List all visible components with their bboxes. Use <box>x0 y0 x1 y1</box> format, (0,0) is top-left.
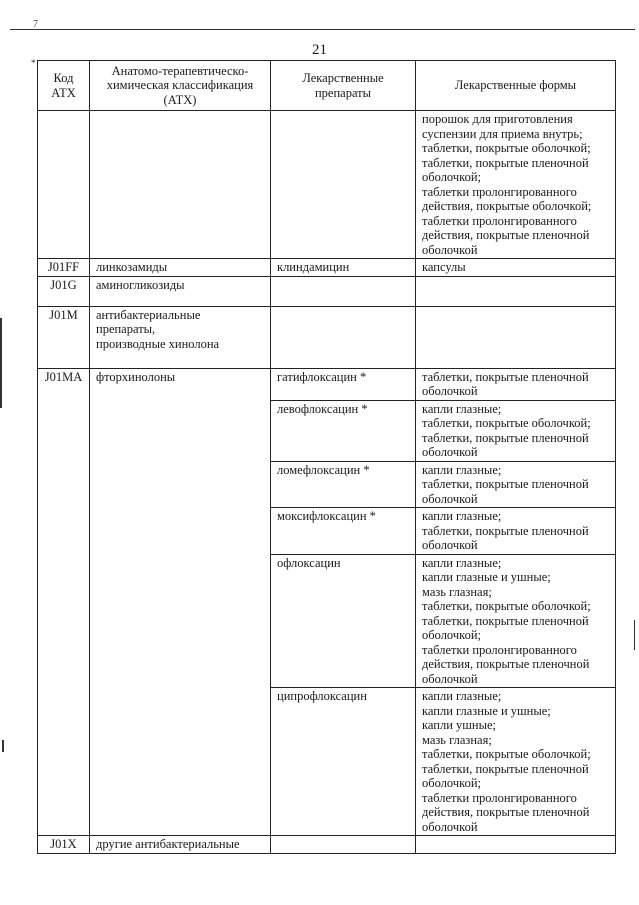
cell-line: суспензии для приема внутрь; <box>422 126 583 141</box>
forms-cell <box>416 276 616 306</box>
forms-cell <box>416 400 616 461</box>
drug-cell <box>271 276 416 306</box>
scan-margin-mark <box>2 740 4 752</box>
cell-line: оболочкой <box>422 538 478 552</box>
cell-line: оболочкой <box>422 242 478 257</box>
drug-cell <box>271 554 416 688</box>
forms-cell <box>416 461 616 508</box>
drug-cell <box>271 306 416 368</box>
forms-cell <box>416 259 616 277</box>
forms-cell <box>416 111 616 259</box>
cell-line: J01FF <box>47 260 80 274</box>
cell-line: порошок для приготовления <box>422 112 573 126</box>
cell-line: таблетки пролонгированного <box>422 790 577 805</box>
cell-line: ципрофлоксацин <box>277 689 367 703</box>
page-number: 21 <box>312 42 327 58</box>
cell-line: оболочкой; <box>422 170 481 184</box>
drug-cell <box>271 111 416 259</box>
cell-line: действия, покрытые пленочной <box>422 228 590 242</box>
scan-margin-mark <box>634 620 635 650</box>
cell-line: препараты, <box>96 322 156 336</box>
cell-line: оболочкой <box>422 445 478 459</box>
forms-cell <box>416 836 616 854</box>
code-cell <box>38 836 90 854</box>
cell-line: оболочкой <box>422 819 478 834</box>
cell-line: капли глазные; <box>422 689 502 703</box>
cell-line: таблетки, покрытые пленочной <box>422 430 589 445</box>
cell-line: капли глазные и ушные; <box>422 570 551 584</box>
cell-line: Лекарственные формы <box>454 78 577 93</box>
cell-line: действия, покрытые пленочной <box>422 805 590 819</box>
atc-cell <box>90 259 271 277</box>
cell-line: оболочкой; <box>422 628 481 642</box>
cell-line: моксифлоксацин * <box>277 509 376 523</box>
table-row <box>38 368 616 400</box>
atc-cell <box>90 836 271 854</box>
drug-cell <box>271 259 416 277</box>
cell-line: оболочкой <box>422 491 478 506</box>
forms-cell <box>416 368 616 400</box>
cell-line: левофлоксацин * <box>277 401 368 416</box>
forms-cell <box>416 306 616 368</box>
cell-line: J01G <box>50 277 77 292</box>
cell-line: капли глазные; <box>422 555 502 570</box>
col-header-drugs <box>271 61 416 111</box>
table-row <box>38 111 616 259</box>
cell-line: таблетки, покрытые пленочной <box>422 369 589 384</box>
cell-line: (АТХ) <box>163 92 197 107</box>
cell-line: химическая классификация <box>106 78 254 93</box>
cell-line: капли глазные; <box>422 509 502 523</box>
cell-line: таблетки, покрытые пленочной <box>422 613 589 628</box>
code-cell <box>38 259 90 277</box>
cell-line: таблетки, покрытые пленочной <box>422 155 589 170</box>
cell-line: таблетки, покрытые оболочкой; <box>422 747 591 761</box>
cell-line: гатифлоксацин * <box>277 369 367 384</box>
cell-line: таблетки, покрытые оболочкой; <box>422 416 591 430</box>
cell-line: мазь глазная; <box>422 584 492 599</box>
cell-line: оболочкой <box>422 384 478 398</box>
cell-line: действия, покрытые пленочной <box>422 657 590 671</box>
cell-line: таблетки, покрытые пленочной <box>422 523 589 538</box>
cell-line: антибактериальные <box>96 307 201 322</box>
scan-margin-mark <box>0 318 2 408</box>
cell-line: J01M <box>49 307 78 322</box>
cell-line: фторхинолоны <box>96 369 176 384</box>
cell-line: мазь глазная; <box>422 732 492 747</box>
cell-line: аминогликозиды <box>96 277 185 292</box>
table-row <box>38 306 616 368</box>
cell-line: таблетки пролонгированного <box>422 184 577 199</box>
code-cell <box>38 276 90 306</box>
col-header-forms <box>416 61 616 111</box>
cell-line: АТХ <box>51 85 76 100</box>
cell-line: J01X <box>50 837 77 851</box>
drug-cell <box>271 688 416 836</box>
cell-line: капли глазные; <box>422 401 502 416</box>
table-row <box>38 259 616 277</box>
code-cell <box>38 306 90 368</box>
cell-line: Код <box>53 71 74 85</box>
cell-line: таблетки пролонгированного <box>422 642 577 657</box>
drug-cell <box>271 461 416 508</box>
cell-line: производные хинолона <box>96 336 220 351</box>
cell-line: капли глазные; <box>422 462 502 477</box>
atc-cell <box>90 111 271 259</box>
top-mark: 7 <box>33 19 38 30</box>
cell-line: офлоксацин <box>277 555 341 570</box>
code-cell <box>38 111 90 259</box>
cell-line: препараты <box>314 85 372 100</box>
atc-cell <box>90 306 271 368</box>
table-header-row <box>38 61 616 111</box>
cell-line: оболочкой; <box>422 776 481 790</box>
cell-line: линкозамиды <box>96 260 168 274</box>
forms-cell <box>416 508 616 555</box>
forms-cell <box>416 554 616 688</box>
cell-line: таблетки, покрытые пленочной <box>422 477 589 491</box>
code-cell <box>38 368 90 836</box>
drug-table <box>37 60 616 854</box>
cell-line: Анатомо-терапевтическо- <box>111 63 249 78</box>
table-row <box>38 276 616 306</box>
cell-line: капли глазные и ушные; <box>422 703 551 718</box>
cell-line: таблетки, покрытые оболочкой; <box>422 599 591 613</box>
cell-line: таблетки пролонгированного <box>422 213 577 228</box>
cell-line: действия, покрытые оболочкой; <box>422 199 592 213</box>
table-row <box>38 836 616 854</box>
header-mark: * <box>31 58 36 68</box>
cell-line: капсулы <box>422 260 466 274</box>
drug-cell <box>271 836 416 854</box>
col-header-atc <box>90 61 271 111</box>
cell-line: другие антибактериальные <box>96 837 240 851</box>
drug-cell <box>271 368 416 400</box>
atc-cell <box>90 368 271 836</box>
cell-line: J01MA <box>44 369 83 384</box>
cell-line: Лекарственные <box>302 71 384 85</box>
atc-cell <box>90 276 271 306</box>
drug-cell <box>271 400 416 461</box>
cell-line: клиндамицин <box>277 260 350 274</box>
cell-line: таблетки, покрытые оболочкой; <box>422 141 591 155</box>
col-header-code <box>38 61 90 111</box>
drug-cell <box>271 508 416 555</box>
cell-line: ломефлоксацин * <box>277 462 370 477</box>
cell-line: оболочкой <box>422 671 478 686</box>
cell-line: таблетки, покрытые пленочной <box>422 761 589 776</box>
forms-cell <box>416 688 616 836</box>
top-rule <box>10 29 635 30</box>
cell-line: капли ушные; <box>422 718 496 732</box>
